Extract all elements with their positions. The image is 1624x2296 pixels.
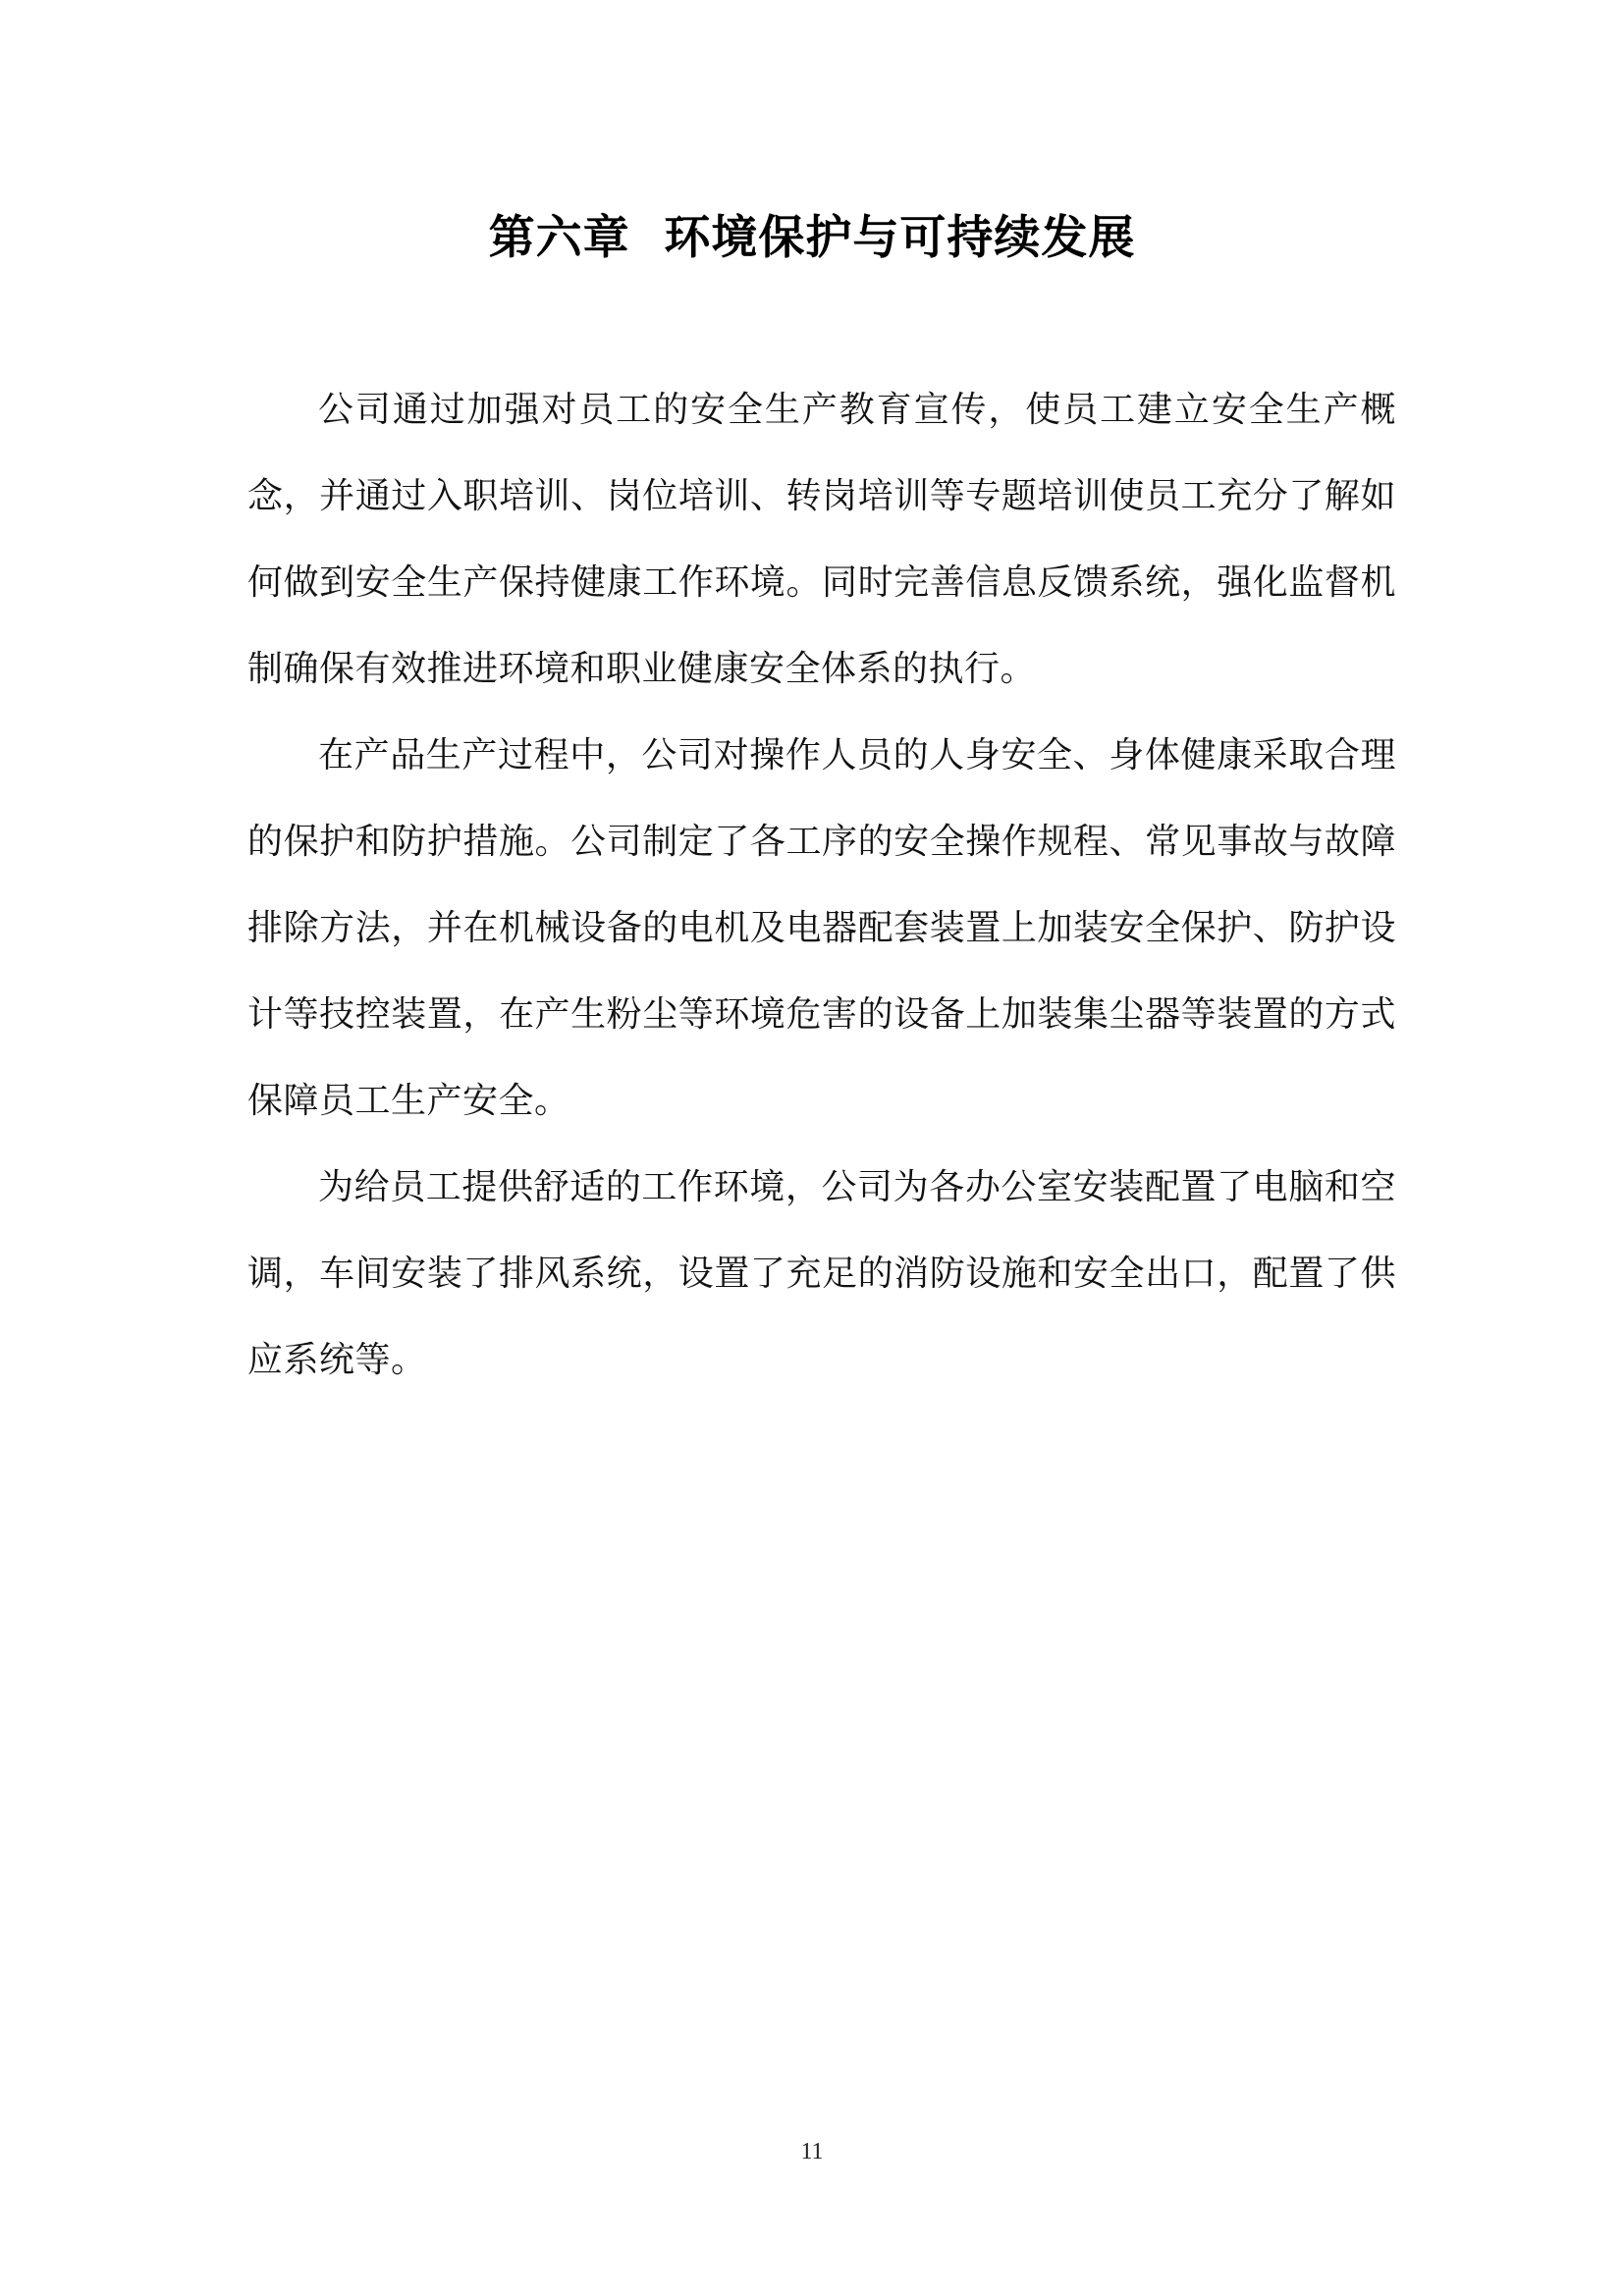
chapter-body [247, 367, 1396, 1404]
paragraph-safety-education: 公司通过加强对员工的安全生产教育宣传，使员工建立安全生产概念，并通过入职培训、岗位培训、转岗培训等专题培训使员工充分了解如何做到安全生产保持健康工作环境。同时完善信息反馈系统，强化监督机制确保有效推进环境和职业健康安全体系的执行。 [247, 390, 1396, 689]
paragraph-work-environment: 为给员工提供舒适的工作环境，公司为各办公室安装配置了电脑和空调，车间安装了排风系统，设置了充足的消防设施和安全出口，配置了供应系统等。 [247, 1167, 1396, 1380]
chapter-title: 第六章 环境保护与可持续发展 [488, 211, 1136, 265]
page-number: 11 [800, 2139, 824, 2164]
paragraph-production-protection: 在产品生产过程中，公司对操作人员的人身安全、身体健康采取合理的保护和防护措施。公司制定了各工序的安全操作规程、常见事故与故障排除方法，并在机械设备的电机及电器配套装置上加装安全保护、防护设计等技控装置，在产生粉尘等环境危害的设备上加装集尘器等装置的方式保障员工生产安全。 [247, 735, 1396, 1121]
